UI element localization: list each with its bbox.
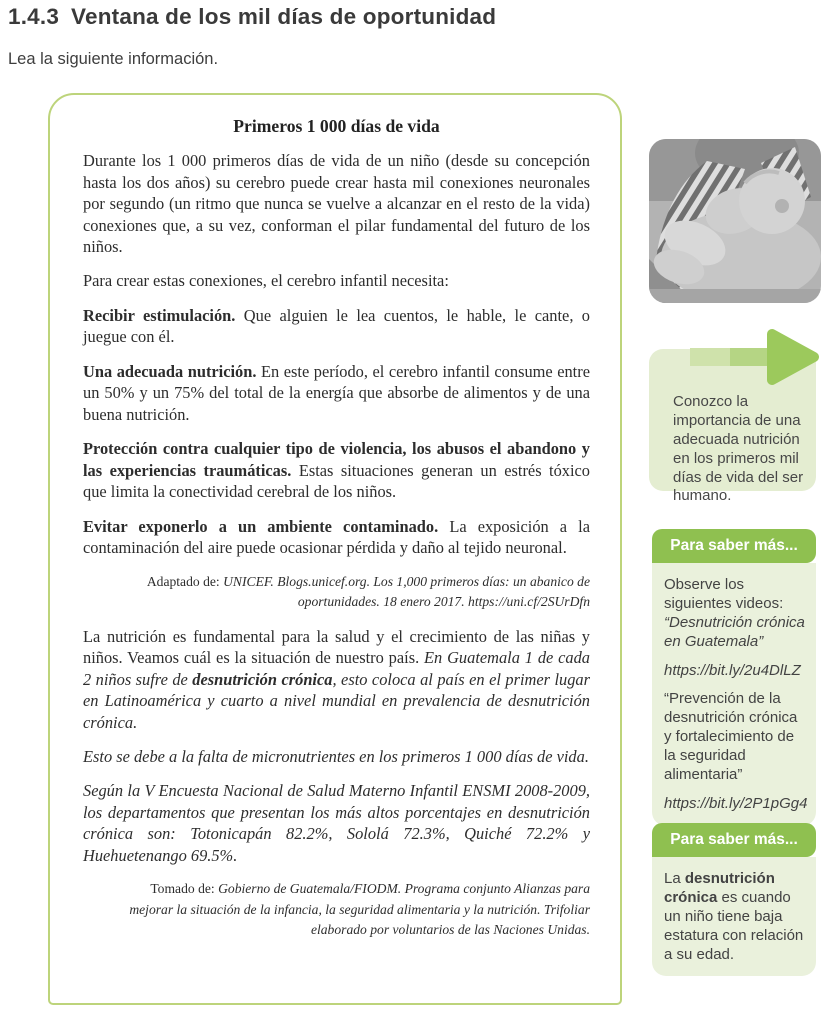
breastfeeding-photo xyxy=(649,139,821,303)
need-item xyxy=(83,361,590,425)
citation-label: Tomado de: xyxy=(150,881,219,897)
citation-unicef xyxy=(83,572,590,613)
paragraph-intro xyxy=(83,150,590,257)
need-text: La exposición a la contaminación del aire puede ocasionar pérdida y daño al tejido neuronal. xyxy=(83,516,590,558)
citation-source: UNICEF. Blogs.unicef.org. Los 1,000 primeros días: un abanico de oportunidades. 18 enero 2017. https://uni.cf/2SUrDfn xyxy=(223,573,590,610)
goal-text: Conozco la importancia de una adecuada nutrición en los primeros mil días de vida del ser humano. xyxy=(673,393,804,505)
para-saber-mas-label: Para saber más... xyxy=(670,831,798,848)
paragraph-text: La nutrición es fundamental para la salud y el crecimiento de las niñas y niños. Veamos cuál es la situación de nuestro país. xyxy=(83,626,590,668)
need-item xyxy=(83,305,590,348)
paragraph-italic: Esto se debe a la falta de micronutrientes en los primeros 1 000 días de vida. xyxy=(83,747,589,766)
instruction-text: Lea la siguiente información. xyxy=(8,50,219,68)
paragraph-italic: , esto coloca al país en el primer lugar en Latinoamérica y cuarto a nivel mundial en prevalencia de desnutrición crónica. xyxy=(83,669,591,732)
video-link-2[interactable]: https://bit.ly/2P1pGg4 xyxy=(664,794,808,812)
citation-label: Adaptado de: xyxy=(146,573,224,589)
reading-title: Primeros 1 000 días de vida xyxy=(233,116,440,136)
paragraph-italic: En Guatemala 1 de cada 2 niños sufre de xyxy=(83,648,590,689)
section-number: 1.4.3 xyxy=(8,4,60,29)
reading-box xyxy=(48,93,622,1005)
para-saber-mas-videos xyxy=(652,563,816,826)
section-title: Ventana de los mil días de oportunidad xyxy=(71,4,497,29)
section-heading xyxy=(8,4,496,30)
need-text: Que alguien le lea cuentos, le hable, le cante, o juegue con él. xyxy=(83,305,590,347)
paragraph-ensmi xyxy=(83,780,590,866)
video-link xyxy=(664,662,808,681)
definition-lead: La xyxy=(664,870,685,887)
para-saber-mas-header xyxy=(652,823,816,857)
keyword-desnutricion-cronica: desnutrición crónica xyxy=(664,870,775,906)
need-lead: Una adecuada nutrición. xyxy=(83,361,257,381)
paragraph-text: Para crear estas conexiones, el cerebro infantil necesita: xyxy=(83,271,449,291)
arrow-right-icon xyxy=(682,324,824,386)
need-lead: Protección contra cualquier tipo de violencia, los abusos el abandono y las experiencias traumáticas. xyxy=(83,439,590,480)
paragraph-text: Durante los 1 000 primeros días de vida de un niño (desde su concepción hasta los dos años) su cerebro puede crear hasta mil conexiones neuronales por segundo (un ritmo que nunca se vuelve a alcanzar en el resto de la vida) conexiones que, a su vez, conforman el pilar fundamental del futuro de los niños. xyxy=(83,151,590,256)
video-title: “Desnutrición crónica en Guatemala” xyxy=(664,613,805,650)
para-saber-mas-header xyxy=(652,529,816,563)
paragraph-needs-lead xyxy=(83,270,590,291)
videos-intro-text: Observe los siguientes videos: xyxy=(664,576,784,612)
need-item xyxy=(83,516,590,559)
paragraph-nutrition xyxy=(83,626,590,733)
need-lead: Recibir estimulación. xyxy=(83,305,236,325)
keyword-desnutricion-cronica: desnutrición crónica xyxy=(192,669,333,689)
definition-rest: es cuando un niño tiene baja estatura con relación a su edad. xyxy=(664,888,804,963)
citation-gobierno xyxy=(83,879,590,940)
para-saber-mas-definition xyxy=(652,857,816,976)
paragraph-italic: Según la V Encuesta Nacional de Salud Materno Infantil ENSMI 2008-2009, los departamentos que presentan los más altos porcentajes en desnutrición crónica son: Totonicapán 82.2%, Sololá 72.3%, Quiché 72.2% y Huehuetenango 69.5%. xyxy=(83,781,590,865)
paragraph-micronutrients xyxy=(83,746,590,767)
video-link xyxy=(664,795,808,814)
citation-source: Gobierno de Guatemala/FIODM. Programa conjunto Alianzas para mejorar la situación de la infancia, la seguridad alimentaria y la nutrición. Trifoliar elaborado por voluntarios de las Naciones Unidas. xyxy=(129,881,590,938)
video-link-1[interactable]: https://bit.ly/2u4DlLZ xyxy=(664,661,801,679)
videos-intro xyxy=(664,576,808,652)
need-lead: Evitar exponerlo a un ambiente contaminado. xyxy=(83,516,439,536)
definition-text xyxy=(664,870,808,964)
need-item xyxy=(83,438,590,502)
para-saber-mas-label: Para saber más... xyxy=(670,537,798,554)
need-text: En este período, el cerebro infantil consume entre un 50% y un 75% del total de la energía que absorbe de alimentos y de una buena nutrición. xyxy=(83,361,590,424)
need-text: Estas situaciones generan un estrés tóxico que limita la conectividad cerebral de los niños. xyxy=(83,460,590,502)
video-title-2: “Prevención de la desnutrición crónica y fortalecimiento de la seguridad alimentaria” xyxy=(664,690,798,784)
